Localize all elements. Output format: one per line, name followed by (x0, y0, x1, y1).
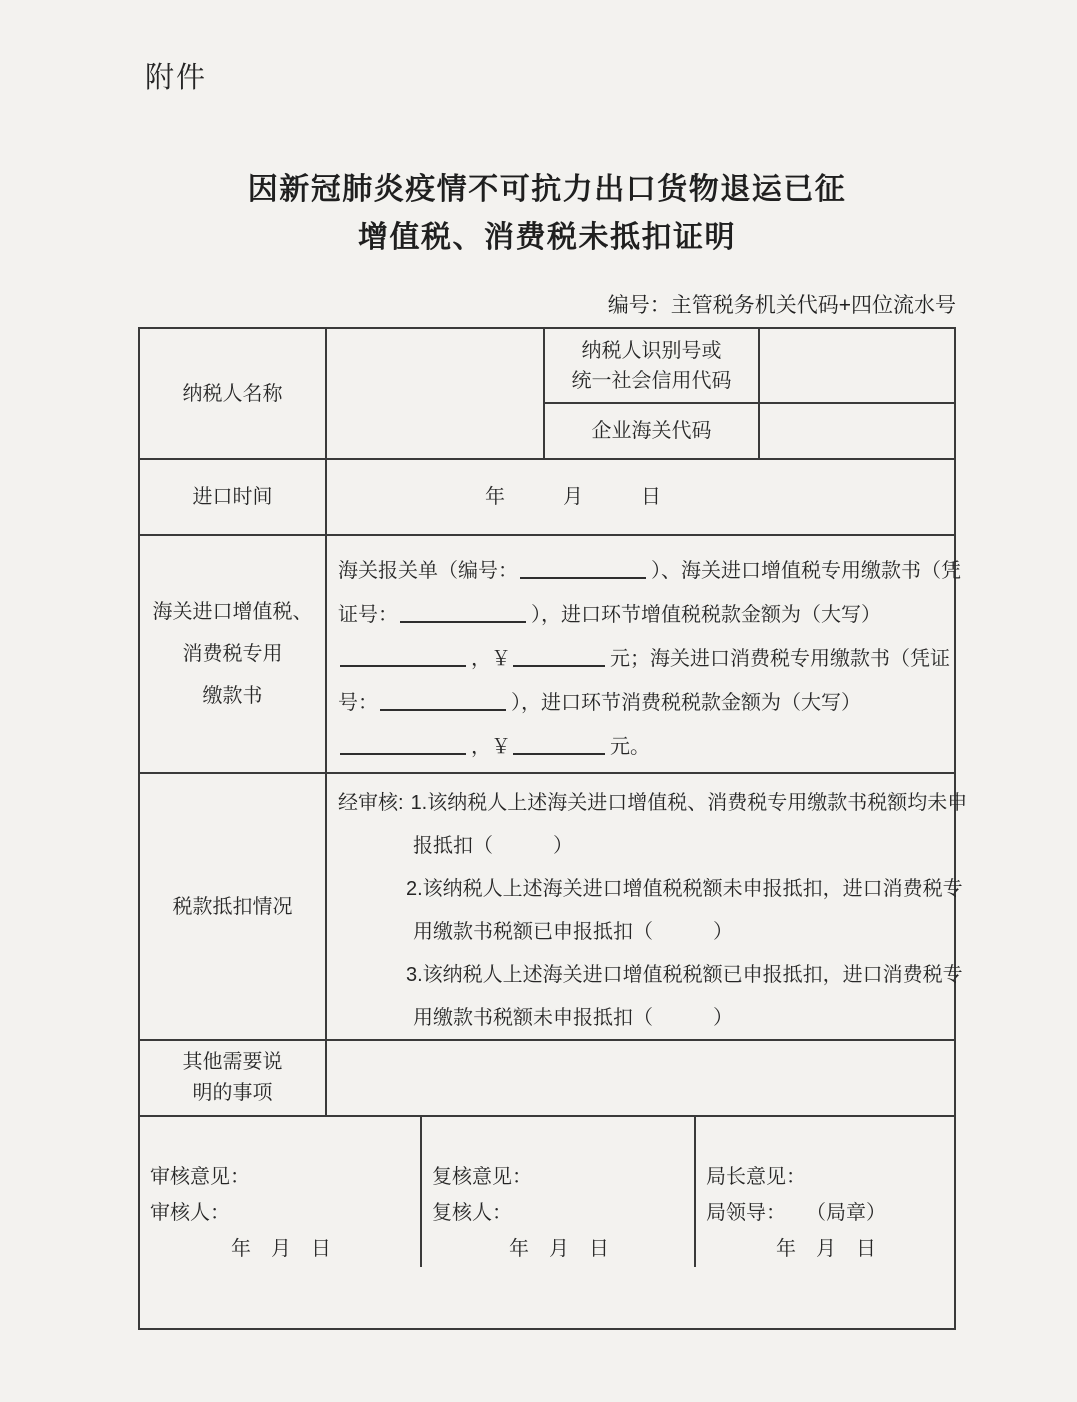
taxpayer-name-label: 纳税人名称 (140, 329, 327, 458)
payment-certificate-text (327, 536, 967, 772)
deduction-line-2: 2.该纳税人上述海关进口增值税税额未申报抵扣，进口消费税专 (406, 878, 963, 900)
taxpayer-name-field[interactable] (327, 329, 545, 458)
import-time-label: 进口时间 (140, 460, 327, 534)
cert-line-2: 证号： ），进口环节增值税税款金额为（大写） (338, 593, 961, 637)
taxpayer-id-label: 纳税人识别号或 统一社会信用代码 (545, 329, 760, 402)
taxpayer-id-field[interactable] (760, 329, 954, 402)
import-time-row (140, 460, 954, 536)
import-time-field[interactable] (327, 460, 954, 534)
director-signature-cell[interactable] (696, 1117, 954, 1267)
blank-vat-amount-words[interactable] (340, 643, 466, 667)
attachment-label: 附件 (145, 62, 208, 94)
director-date-label: 年 月 日 (776, 1238, 876, 1260)
other-matters-row (140, 1041, 954, 1117)
director-opinion-label: 局长意见： (706, 1166, 806, 1188)
payment-certificate-label: 海关进口增值税、 消费税专用 缴款书 (140, 536, 327, 772)
blank-vat-amount-figures[interactable] (513, 643, 605, 667)
deduction-status-label: 税款抵扣情况 (140, 774, 327, 1039)
payment-certificate-row (140, 536, 961, 774)
other-matters-field[interactable] (327, 1041, 954, 1115)
taxpayer-id-subtable (545, 329, 954, 458)
blank-consumption-amount-figures[interactable] (513, 731, 605, 755)
reviewer-label: 复核人： (432, 1202, 512, 1224)
blank-vat-voucher-number[interactable] (400, 599, 526, 623)
deduction-line-1: 经审核: 1.该纳税人上述海关进口增值税、消费税专用缴款书税额均未申 (338, 792, 968, 814)
deduction-status-row (140, 774, 968, 1041)
audit-opinion-label: 审核意见： (150, 1166, 250, 1188)
cert-line-3: ，￥ 元；海关进口消费税专用缴款书（凭证 (338, 637, 961, 681)
audit-date-label: 年 月 日 (231, 1238, 331, 1260)
customs-code-label: 企业海关代码 (545, 404, 760, 458)
review-date-label: 年 月 日 (509, 1238, 609, 1260)
review-opinion-label: 复核意见： (432, 1166, 532, 1188)
auditor-label: 审核人： (150, 1202, 230, 1224)
taxpayer-row (140, 329, 954, 460)
customs-code-field[interactable] (760, 404, 954, 458)
reviewer-signature-cell[interactable] (422, 1117, 696, 1267)
signature-row (140, 1117, 954, 1267)
year-label: 年 (485, 486, 505, 508)
serial-number-note: 编号：主管税务机关代码+四位流水号 (607, 294, 956, 317)
blank-consumption-voucher-number[interactable] (380, 687, 506, 711)
day-label: 日 (641, 486, 661, 508)
deduction-status-text (327, 774, 973, 1039)
certificate-form-table (138, 327, 968, 1330)
cert-line-4: 号： ），进口环节消费税税款金额为（大写） (338, 681, 961, 725)
blank-consumption-amount-words[interactable] (340, 731, 466, 755)
auditor-signature-cell[interactable] (140, 1117, 422, 1267)
deduction-item3-checkbox[interactable]: 用缴款书税额未申报抵扣（ ） (413, 1007, 733, 1029)
other-matters-label: 其他需要说 明的事项 (140, 1041, 327, 1115)
deduction-item1-checkbox[interactable]: 报抵扣（ ） (413, 835, 573, 857)
blank-declaration-number[interactable] (520, 555, 646, 579)
audit-prefix: 经审核: (338, 792, 404, 814)
document-title-line2: 增值税、消费税未抵扣证明 (358, 221, 736, 254)
deduction-line-3: 3.该纳税人上述海关进口增值税税额已申报抵扣，进口消费税专 (406, 964, 963, 986)
cert-line-5: ，￥ 元。 (338, 725, 961, 769)
cert-line-1: 海关报关单（编号： ）、海关进口增值税专用缴款书（凭 (338, 549, 961, 593)
month-label: 月 (563, 486, 583, 508)
customs-code-subrow (545, 404, 954, 458)
taxpayer-id-subrow (545, 329, 954, 404)
bureau-leader-label: 局领导： （局章） (706, 1202, 886, 1224)
deduction-item2-checkbox[interactable]: 用缴款书税额已申报抵扣（ ） (413, 921, 733, 943)
document-title-line1: 因新冠肺炎疫情不可抗力出口货物退运已征 (247, 173, 847, 206)
